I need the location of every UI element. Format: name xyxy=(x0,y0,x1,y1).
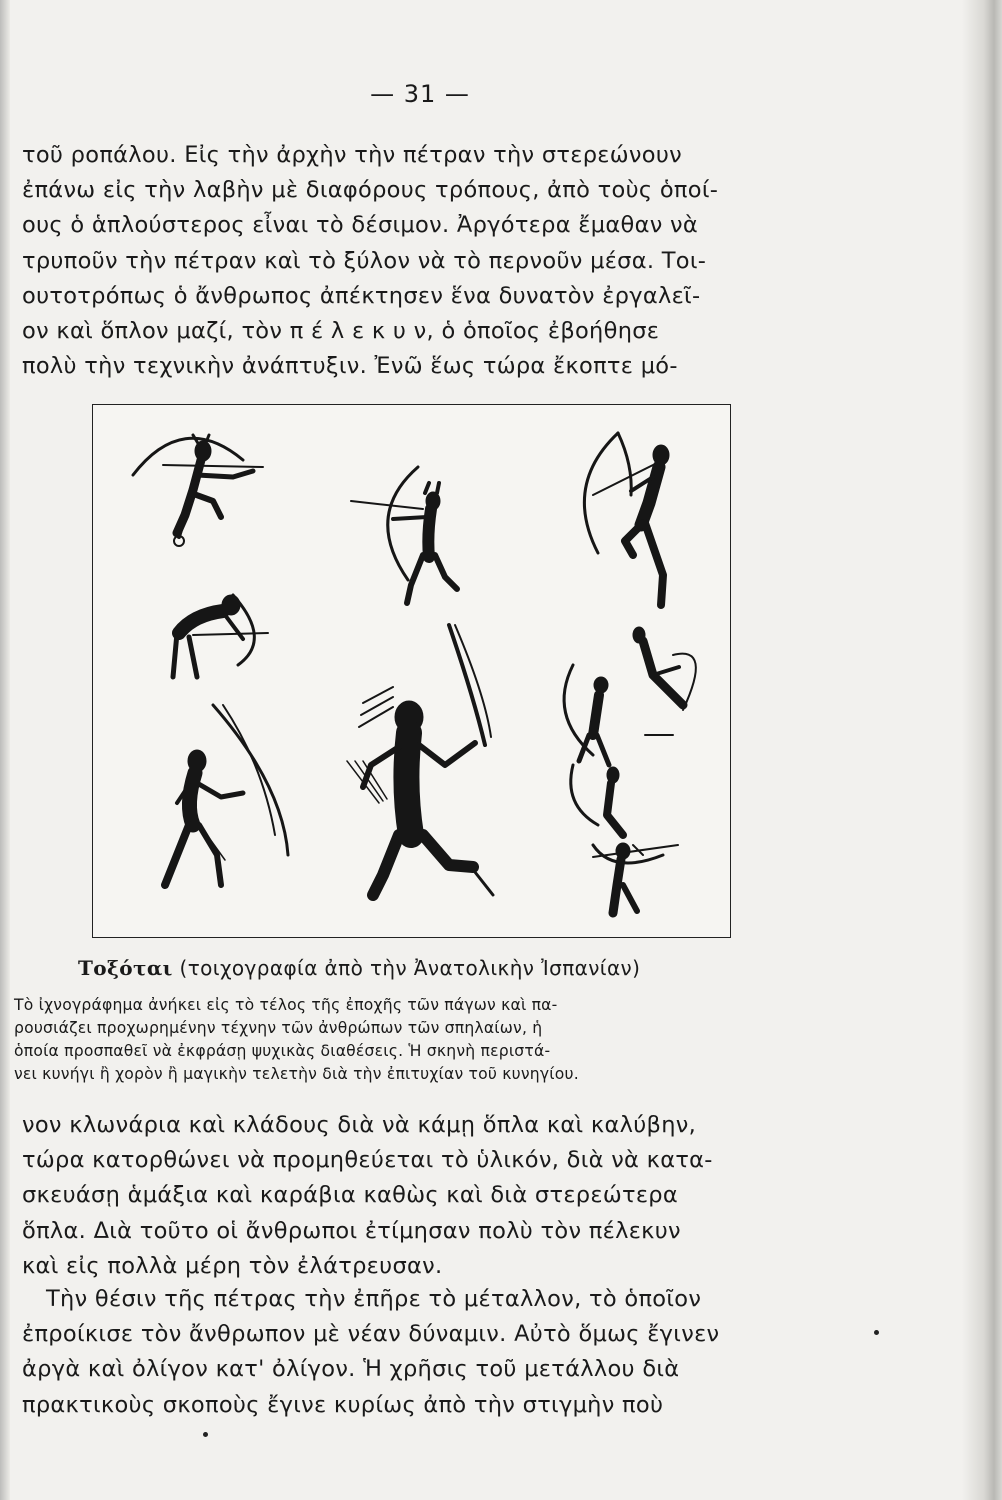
text-line: πολὺ τὴν τεχνικὴν ἀνάπτυξιν. Ἐνῶ ἕως τώρα ἔκοπτε μό- xyxy=(22,353,678,380)
paragraph-bottom xyxy=(22,1282,792,1423)
caption-bold-title: Τοξόται xyxy=(78,956,173,980)
note-line: νει κυνήγι ἢ χορὸν ἢ μαγικὴν τελετὴν διὰ τὴν ἐπιτυχίαν τοῦ κυνηγίου. xyxy=(14,1065,579,1083)
text-line: ἐπάνω εἰς τὴν λαβὴν μὲ διαφόρους τρόπους, ἀπὸ τοὺς ὁποί- xyxy=(22,177,719,204)
archer-figure-5 xyxy=(165,705,288,885)
book-spine-edge xyxy=(962,0,1002,1500)
note-line: Τὸ ἰχνογράφημα ἀνήκει εἰς τὸ τέλος τῆς ἐποχῆς τῶν πάγων καὶ πα- xyxy=(14,996,558,1014)
archer-group-right xyxy=(564,627,696,913)
ink-speck xyxy=(874,1330,879,1335)
text-line: ἀργὰ καὶ ὀλίγον κατ' ὀλίγον. Ἡ χρῆσις τοῦ μετάλλου διὰ xyxy=(22,1356,680,1383)
page-left-edge xyxy=(0,0,10,1500)
text-line: Τὴν θέσιν τῆς πέτρας τὴν ἐπῆρε τὸ μέταλλον, τὸ ὁποῖον xyxy=(46,1286,702,1312)
archers-illustration xyxy=(93,405,730,937)
caption-subtitle: (τοιχογραφία ἀπὸ τὴν Ἀνατολικὴν Ἰσπανίαν) xyxy=(172,956,641,980)
text-line: σκευάσῃ ἁμάξια καὶ καράβια καθὼς καὶ διὰ στερεώτερα xyxy=(22,1182,679,1209)
text-line: ουτοτρόπως ὁ ἄνθρωπος ἀπέκτησεν ἕνα δυνατὸν ἐργαλεῖ- xyxy=(22,282,701,309)
cave-painting-figure xyxy=(92,404,731,938)
text-line: τρυποῦν τὴν πέτραν καὶ τὸ ξύλον νὰ τὸ περνοῦν μέσα. Τοι- xyxy=(22,247,707,274)
text-line: πρακτικοὺς σκοποὺς ἔγινε κυρίως ἀπὸ τὴν στιγμὴν ποὺ xyxy=(22,1391,664,1418)
text-line: ους ὁ ἁπλούστερος εἶναι τὸ δέσιμον. Ἀργότερα ἔμαθαν νὰ xyxy=(22,212,699,239)
text-line: ὅπλα. Διὰ τοῦτο οἱ ἄνθρωποι ἐτίμησαν πολὺ τὸν πέλεκυν xyxy=(22,1217,681,1244)
ink-speck xyxy=(203,1432,208,1437)
note-line: ὁποία προσπαθεῖ νὰ ἐκφράσῃ ψυχικὰς διαθέσεις. Ἡ σκηνὴ περιστά- xyxy=(14,1042,551,1060)
note-line: ρουσιάζει προχωρημένην τέχνην τῶν ἀνθρώπων τῶν σπηλαίων, ἡ xyxy=(14,1019,543,1037)
paragraph-top xyxy=(22,138,792,384)
figure-caption-title xyxy=(78,956,640,980)
text-line: τοῦ ροπάλου. Εἰς τὴν ἀρχὴν τὴν πέτραν τὴν στερεώνουν xyxy=(22,142,683,168)
text-line: ον καὶ ὅπλον μαζί, τὸν π έ λ ε κ υ ν, ὁ ὁποῖος ἐβοήθησε xyxy=(22,318,660,345)
text-line: ἐπροίκισε τὸν ἄνθρωπον μὲ νέαν δύναμιν. Αὐτὸ ὅμως ἔγινεν xyxy=(22,1321,720,1348)
text-line: νον κλωνάρια καὶ κλάδους διὰ νὰ κάμῃ ὅπλα καὶ καλύβην, xyxy=(22,1112,697,1138)
central-figure-with-plume xyxy=(347,625,493,895)
page-number: — 31 — xyxy=(370,80,470,108)
figure-caption-note xyxy=(14,994,794,1086)
archer-figure-2 xyxy=(351,467,457,603)
paragraph-middle xyxy=(22,1108,792,1284)
text-line: καὶ εἰς πολλὰ μέρη τὸν ἐλάτρευσαν. xyxy=(22,1252,443,1279)
archer-figure-1 xyxy=(133,435,263,546)
archer-figure-4 xyxy=(173,595,268,677)
text-line: τώρα κατορθώνει νὰ προμηθεύεται τὸ ὑλικόν, διὰ νὰ κατα- xyxy=(22,1147,713,1174)
archer-figure-3 xyxy=(584,433,669,605)
